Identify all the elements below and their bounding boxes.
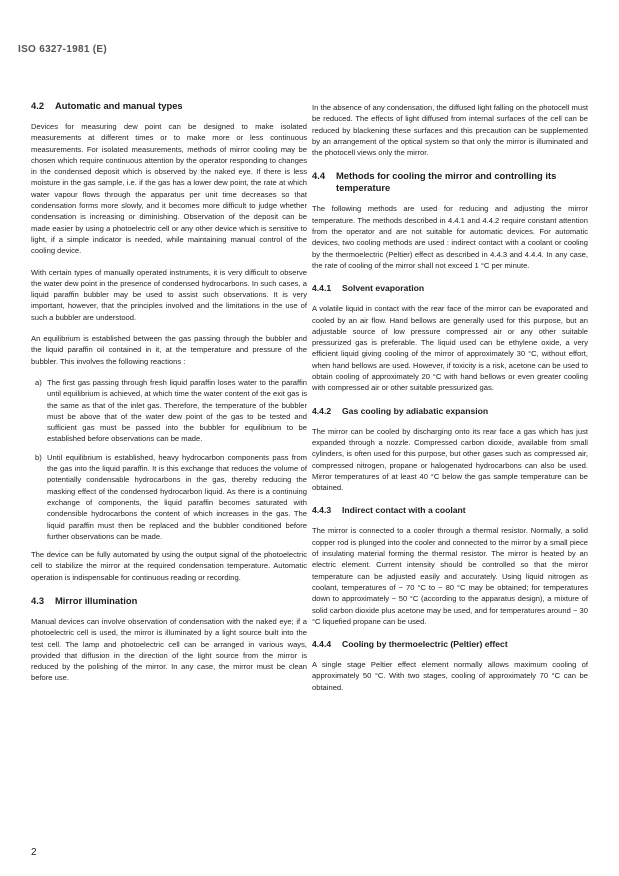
paragraph: With certain types of manually operated instruments, it is very difficult to observe the water dew point in the presence of condensed hydrocarbons. In such cases, a liquid paraffin bubbler may be used to assist such observations. It is very important, however, that the principles involved and the limitations in the use of such a bubbler are understood. [31,267,307,322]
paragraph: Devices for measuring dew point can be designed to make isolated measurements at different times or to make more or less continuous measurements. For isolated measurements, methods of mirror cooling may be chosen which require continuous attention by the operator responding to changes in the condensed deposit which is observed by the naked eye. If there is less moisture in the gas sample, i.e. if the gas has a lower dew point, the rate at which water vapour flows through the apparatus per unit time decreases so that condensation forms more slowly, and it becomes more difficult to judge whether condensation is increasing or diminishing. Observation of the deposit can be made easier by using a photoelectric cell or any other device which is sensitive to light, if a simple indicator is needed, while maintaining manual control of the cooling device. [31,122,307,256]
list-item-a [35,377,307,445]
list-item-b [35,452,307,542]
section-title: Methods for cooling the mirror and controlling its temperature [336,170,557,194]
section-4-2-heading [31,100,307,112]
section-4-4-4-heading [312,639,588,650]
section-title: Mirror illumination [55,594,138,606]
paragraph: The following methods are used for reducing and adjusting the mirror temperature. The methods described in 4.4.1 and 4.4.2 require constant attention from the operator and are not suitable for automatic devices. For automatic devices, two cooling methods are used : indirect contact with a coolant or cooling by the thermoelectric (Peltier) effect as described in 4.4.3 and 4.4.4. In any case, the rate of cooling of the mirror shall not exceed 1 °C per minute. [312,204,588,270]
section-4-4-3-heading [312,505,588,516]
section-title: Indirect contact with a coolant [342,505,466,516]
section-number: 4.2 [31,100,45,111]
page-number: 2 [31,847,37,858]
section-number: 4.4 [312,170,326,182]
paragraph: The mirror is connected to a cooler through a thermal resistor. Normally, a solid copper rod is plunged into the cooler and connected to the mirror by a small piece of insulating material forming the thermal resistor. The mirror is heated by an electric element. Current intensity should be controlled so that the mirror temperature can be adjusted easily and accurately. Using liquid nitrogen as coolant, temperatures of − 70 °C to − 80 °C may be obtained; for temperatures down to approximately − 50 °C (according to the apparatus design), a mixture of solid carbon dioxide plus acetone may be used, and for temperatures around − 30 °C liquefied propane can be used. [312,526,588,626]
right-column [312,102,588,693]
paragraph: A volatile liquid in contact with the rear face of the mirror can be evaporated and cooled by an air flow. Hand bellows are generally used for this purpose, but an adjustable source of low pressure compressed air or any other suitable pressurized gas is preferable. The liquid used can be ethylene oxide, a very efficient liquid giving cooling of the mirror of approximately 30 °C, without effort, when hand bellows are used. However, if toxicity is a risk, acetone can be used to obtain cooling of approximately 20 °C with hand bellows or even greater cooling with compressed air or other suitable pressurized gas. [312,304,588,393]
section-title: Solvent evaporation [342,283,425,294]
paragraph: A single stage Peltier effect element normally allows maximum cooling of approximately 50 °C. With two stages, cooling of approximately 70 °C can be obtained. [312,660,588,692]
list-text: The first gas passing through fresh liquid paraffin loses water to the paraffin until equilibrium is achieved, at which time the water content of the exit gas is the same as that of the inlet gas. Therefore, the temperature of the bubbler must be above that of the water dew point of the gas to be tested and sufficient gas must be passed into the bubbler for equilibrium to be established before observations can be made. [47,377,307,444]
paragraph: The device can be fully automated by using the output signal of the photoelectric cell to stabilize the mirror at the required condensation temperature. Automatic operation is indispensable for continuous reading or recording. [31,550,307,582]
section-number: 4.4.1 [312,283,332,294]
section-title: Cooling by thermoelectric (Peltier) effect [342,639,508,650]
section-title: Gas cooling by adiabatic expansion [342,405,489,416]
standard-header: ISO 6327-1981 (E) [18,44,108,55]
section-4-4-1-heading [312,283,588,294]
section-4-4-2-heading [312,406,588,417]
paragraph: Manual devices can involve observation of condensation with the naked eye; if a photoelectric cell is used, the mirror is illuminated by a light source built into the test cell. The lamp and photoelectric cell can be arranged in various ways, provided that diffusion in the direction of the light source from the mirror is reduced by the polishing of the mirror. In any case, the mirror must be clean before use. [31,616,307,683]
paragraph: The mirror can be cooled by discharging onto its rear face a gas which has just expanded through a nozzle. Compressed carbon dioxide, available from small cylinders, is often used for this purpose, but other gases such as compressed air, compressed nitrogen, propane or halogenated hydrocarbons can also be used. Mirror temperatures of at least 40 °C below the gas sample temperature can be obtained. [312,426,588,493]
section-number: 4.4.3 [312,505,332,516]
list-label: b) [35,452,42,462]
list-label: a) [35,377,42,387]
section-number: 4.4.4 [312,639,332,650]
left-column [31,100,307,694]
paragraph: An equilibrium is established between the gas passing through the bubbler and the liquid paraffin oil contained in it, at the temperature and pressure of the bubbler. This involves the following reactions : [31,334,307,366]
section-title: Automatic and manual types [55,100,183,111]
list-text: Until equilibrium is established, heavy hydrocarbon components pass from the gas into the liquid paraffin. It is this exchange that reduces the volume of potentially condensable hydrocarbons in the gas, thereby reducing the masking effect of the condensed hydrocarbon liquid. As there is a continuing exchange of components, the liquid paraffin becomes saturated with condensible hydrocarbons the content of which increases in the gas. The liquid paraffin must then be replaced and the bubbler conditioned before further observations can be made. [47,452,307,541]
section-number: 4.4.2 [312,405,332,416]
section-4-3-heading [31,595,307,607]
section-number: 4.3 [31,594,45,606]
section-4-4-heading [312,170,588,194]
paragraph: In the absence of any condensation, the diffused light falling on the photocell must be reduced. The effects of light diffused from internal surfaces of the cell can be reduced by blackening these surfaces and this precaution can be supplemented by an arrangement of the optical system so that only the mirror is illuminated and the photocell views only the mirror. [312,103,588,158]
